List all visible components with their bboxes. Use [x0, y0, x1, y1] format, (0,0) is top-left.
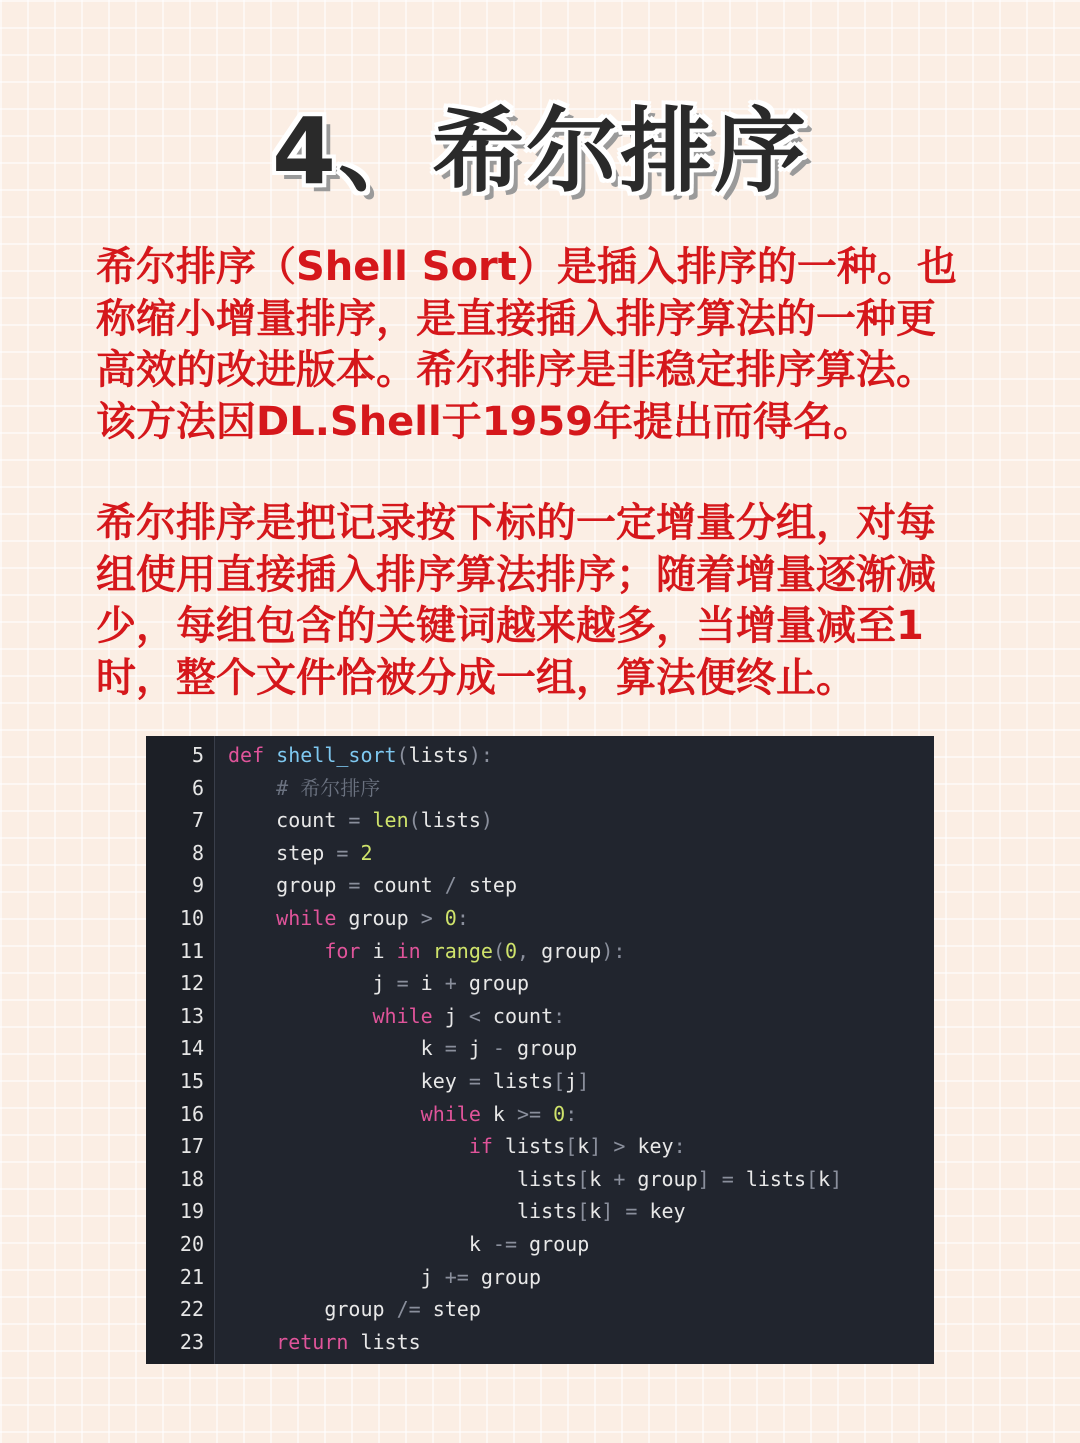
code-token: ( — [396, 743, 409, 767]
explanation-line: 组使用直接插入排序算法排序；随着增量逐渐减 — [96, 551, 936, 598]
code-token: len — [372, 808, 409, 833]
code-token: : — [553, 1003, 566, 1028]
code-token — [348, 841, 360, 865]
intro-line: 希尔排序（Shell Sort）是插入排序的一种。也 — [96, 244, 957, 290]
code-token: lists — [420, 808, 481, 833]
code-token: j — [228, 971, 397, 996]
code-token: lists — [733, 1166, 807, 1191]
code-token: shell_sort — [276, 743, 397, 767]
code-token: -= — [492, 1232, 517, 1256]
code-text — [228, 1195, 686, 1228]
intro-line: 该方法因DL.Shell于1959年提出而得名。 — [96, 398, 874, 445]
code-token: step — [456, 873, 518, 898]
code-token: = — [721, 1166, 734, 1191]
code-token: = — [396, 971, 409, 996]
line-number: 12 — [179, 971, 204, 996]
code-token — [228, 1004, 373, 1028]
line-number: 5 — [191, 743, 204, 767]
code-token: key — [228, 1069, 469, 1093]
code-token: j — [565, 1069, 578, 1093]
line-number: 19 — [179, 1199, 204, 1224]
explanation-line: 希尔排序是把记录按下标的一定增量分组，对每 — [96, 500, 936, 546]
line-number: 14 — [179, 1036, 204, 1061]
code-text — [228, 1326, 421, 1359]
explanation-line: 少，每组包含的关键词越来越多，当增量减至1 — [96, 603, 924, 649]
code-token — [541, 1102, 553, 1126]
code-token: [ — [553, 1069, 566, 1093]
code-token: ): — [601, 938, 626, 963]
code-line — [146, 1098, 934, 1131]
code-token: = — [336, 840, 349, 865]
code-line — [146, 1261, 934, 1294]
code-line — [146, 1195, 934, 1228]
code-token: = — [625, 1199, 638, 1224]
code-line — [146, 935, 934, 968]
line-number: 7 — [191, 808, 204, 833]
code-token: if — [468, 1134, 493, 1159]
code-token: lists — [480, 1069, 554, 1093]
code-token — [228, 906, 276, 930]
code-line — [146, 1293, 934, 1326]
code-text — [228, 837, 373, 870]
code-line — [146, 1000, 934, 1033]
code-line — [146, 772, 934, 805]
line-number: 21 — [179, 1264, 204, 1289]
code-token: [ — [577, 1199, 590, 1224]
line-number: 18 — [179, 1166, 204, 1191]
line-number: 23 — [179, 1329, 204, 1354]
code-token — [601, 1134, 613, 1158]
code-token — [433, 906, 445, 930]
code-token: k — [480, 1101, 517, 1126]
code-token: ] — [830, 1166, 843, 1191]
code-token: group — [625, 1166, 698, 1191]
line-number: 11 — [179, 938, 204, 963]
code-token — [360, 808, 372, 832]
code-token: lists — [408, 743, 469, 767]
code-token: - — [492, 1036, 505, 1061]
code-text — [228, 1261, 541, 1294]
code-token — [228, 776, 276, 800]
code-token — [228, 1102, 421, 1126]
code-text — [228, 1293, 481, 1326]
code-token: lists — [228, 1199, 578, 1224]
code-token: , — [517, 938, 530, 963]
code-token: ( — [408, 808, 421, 833]
code-token: += — [444, 1264, 469, 1289]
code-line — [146, 837, 934, 870]
code-text — [228, 1065, 589, 1098]
code-token — [228, 1134, 469, 1158]
code-token: : — [673, 1134, 686, 1159]
code-text — [228, 1228, 589, 1261]
code-token: for — [324, 938, 361, 963]
code-token: > — [613, 1134, 626, 1159]
line-number: 8 — [191, 840, 204, 865]
code-text — [228, 1032, 577, 1065]
code-token: ] — [601, 1199, 614, 1224]
code-line — [146, 967, 934, 1000]
code-token: k — [818, 1166, 831, 1191]
code-text — [228, 1130, 686, 1163]
code-token: ) — [480, 808, 493, 833]
code-text — [228, 772, 380, 805]
code-token: group — [504, 1036, 578, 1061]
code-line — [146, 869, 934, 902]
explanation-line: 时，整个文件恰被分成一组，算法便终止。 — [96, 654, 856, 701]
code-token: ): — [468, 743, 493, 767]
code-token: = — [468, 1069, 481, 1093]
code-token: k — [228, 1232, 493, 1256]
code-line — [146, 804, 934, 837]
intro-line: 称缩小增量排序，是直接插入排序算法的一种更 — [96, 295, 936, 342]
code-token: while — [372, 1003, 433, 1028]
code-line — [146, 902, 934, 935]
code-token: return — [276, 1329, 349, 1354]
code-line — [146, 739, 934, 772]
code-block — [146, 736, 934, 1364]
line-number: 6 — [191, 775, 204, 800]
line-number: 9 — [191, 873, 204, 898]
code-token: j — [456, 1036, 493, 1061]
code-line — [146, 1163, 934, 1196]
code-token: = — [348, 873, 361, 898]
code-token: k — [589, 1199, 602, 1224]
code-token: group — [228, 873, 349, 898]
code-token: k — [589, 1166, 614, 1191]
code-token: [ — [565, 1134, 578, 1159]
line-number: 22 — [179, 1297, 204, 1322]
code-token: range — [432, 938, 493, 963]
code-token: lists — [492, 1134, 566, 1159]
code-text — [228, 1000, 565, 1033]
line-number: 17 — [179, 1134, 204, 1159]
code-token: group — [336, 906, 421, 930]
code-token: lists — [348, 1329, 421, 1354]
code-token: lists — [228, 1166, 578, 1191]
code-token: count — [360, 873, 445, 898]
code-token: [ — [577, 1166, 590, 1191]
code-text — [228, 967, 529, 1000]
code-token — [613, 1199, 625, 1223]
code-token: k — [228, 1036, 445, 1061]
code-token: key — [637, 1199, 686, 1224]
code-text — [228, 902, 469, 935]
code-token: i — [360, 938, 397, 963]
code-text — [228, 1098, 577, 1131]
code-token: 0 — [504, 938, 518, 963]
code-token: 2 — [360, 840, 373, 865]
code-token: key — [625, 1134, 674, 1159]
line-number: 15 — [179, 1069, 204, 1093]
code-token: + — [444, 971, 457, 996]
code-token: group — [529, 938, 602, 963]
code-token: while — [420, 1101, 481, 1126]
line-number: 10 — [179, 906, 204, 930]
page-title: 4、希尔排序 — [271, 98, 808, 205]
code-token: >= — [517, 1101, 542, 1126]
intro-line: 高效的改进版本。希尔排序是非稳定排序算法。 — [96, 347, 936, 393]
code-token: ( — [492, 938, 505, 963]
code-token — [228, 939, 324, 963]
code-token: count — [480, 1003, 554, 1028]
code-line — [146, 1130, 934, 1163]
explanation-paragraph — [96, 498, 996, 704]
code-token: 0 — [553, 1101, 566, 1126]
code-token: = — [444, 1036, 457, 1061]
code-line — [146, 1032, 934, 1065]
code-token: ] — [577, 1069, 590, 1093]
code-token: < — [468, 1003, 481, 1028]
code-token: ] — [697, 1166, 710, 1191]
code-line — [146, 1228, 934, 1261]
code-token: k — [577, 1134, 590, 1159]
code-token: = — [348, 808, 361, 833]
code-token: / — [444, 873, 457, 898]
line-number: 20 — [179, 1232, 204, 1256]
code-token: ] — [589, 1134, 602, 1159]
code-token: group — [228, 1297, 397, 1322]
code-token: while — [276, 906, 337, 930]
code-token: def — [228, 743, 265, 767]
code-token: j — [228, 1264, 445, 1289]
code-text — [228, 935, 625, 968]
code-text — [228, 804, 493, 837]
code-token — [421, 939, 433, 963]
code-token: in — [396, 938, 421, 963]
code-token: group — [517, 1232, 590, 1256]
code-text — [228, 1163, 842, 1196]
code-token: # 希尔排序 — [276, 775, 381, 800]
code-token: > — [420, 906, 433, 930]
code-token: [ — [806, 1166, 819, 1191]
code-token: 0 — [444, 906, 457, 930]
code-line — [146, 1326, 934, 1359]
line-number: 16 — [179, 1101, 204, 1126]
code-token — [228, 1330, 276, 1354]
code-token: /= — [396, 1297, 421, 1322]
code-token: group — [456, 971, 530, 996]
code-token: i — [408, 971, 445, 996]
code-text — [228, 739, 493, 772]
code-token — [264, 743, 276, 767]
code-token: : — [565, 1101, 578, 1126]
code-token: step — [228, 840, 337, 865]
code-token: : — [456, 906, 469, 930]
code-token — [710, 1167, 722, 1191]
code-token: j — [432, 1003, 469, 1028]
code-token: step — [420, 1297, 481, 1322]
line-number: 13 — [179, 1003, 204, 1028]
code-token: + — [613, 1166, 626, 1191]
intro-paragraph — [96, 242, 996, 448]
code-token: group — [468, 1264, 542, 1289]
code-token: count — [228, 808, 349, 833]
code-line — [146, 1065, 934, 1098]
code-text — [228, 869, 517, 902]
